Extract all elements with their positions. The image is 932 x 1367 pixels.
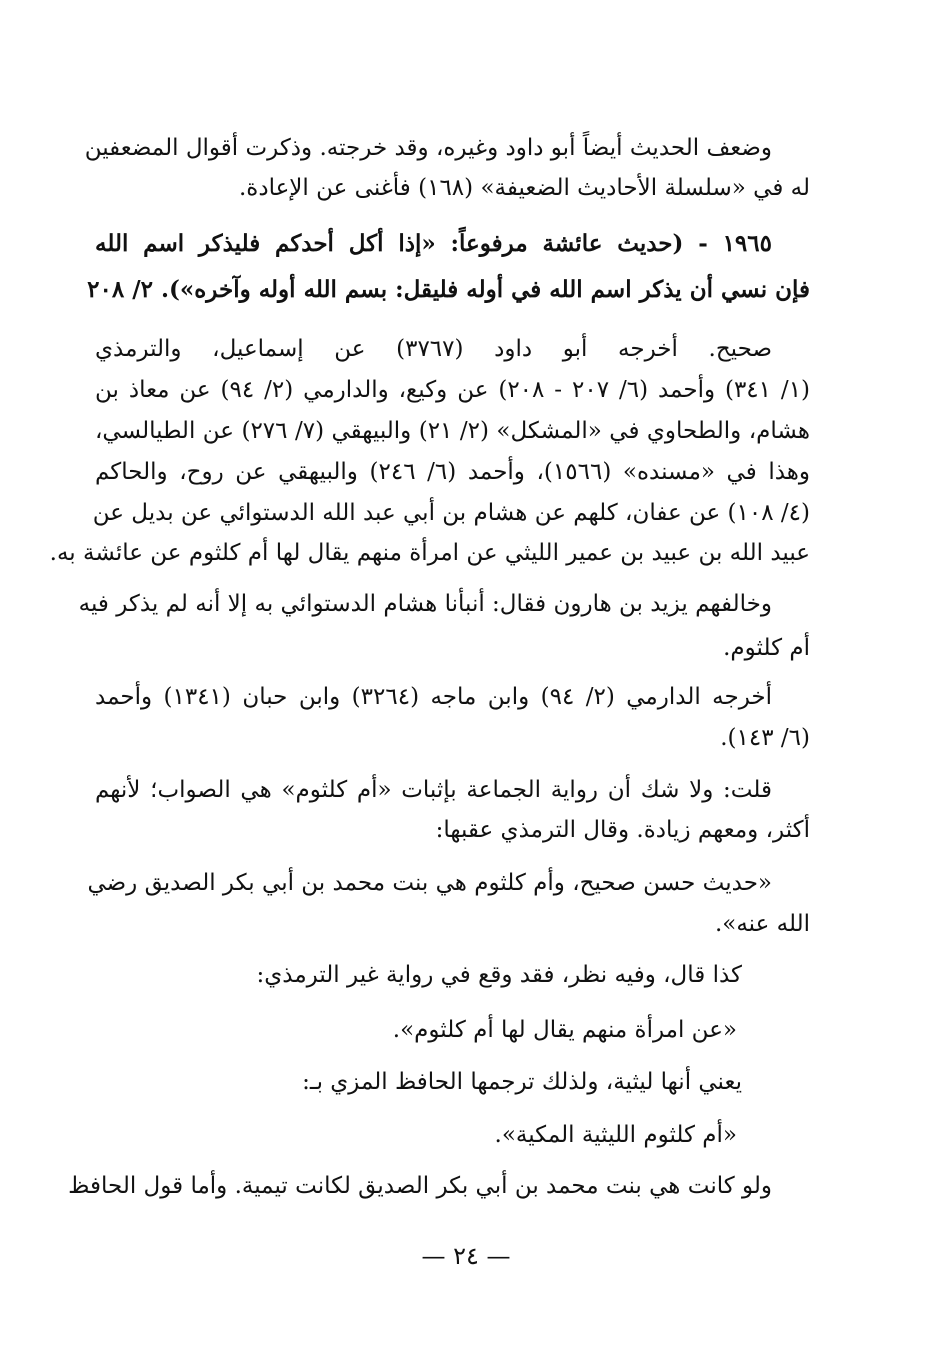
paragraph-3-line-2: (١/ ٣٤١) وأحمد (٦/ ٢٠٧ - ٢٠٨) عن وكيع، والدارمي (٢/ ٩٤) عن معاذ بن (95, 377, 811, 403)
paragraph-12-line-1: ولو كانت هي بنت محمد بن أبي بكر الصديق لكانت تيمية. وأما قول الحافظ (68, 1173, 772, 1199)
paragraph-3-line-6: عبيد الله بن عبيد بن عمير الليثي عن امرأة منهم يقال لها أم كلثوم عن عائشة به. (49, 540, 810, 566)
paragraph-4-line-1: وخالفهم يزيد بن هارون فقال: أنبأنا هشام الدستوائي به إلا أنه لم يذكر فيه (78, 591, 772, 617)
paragraph-7-line-1: «حديث حسن صحيح، وأم كلثوم هي بنت محمد بن أبي بكر الصديق رضي (87, 870, 772, 896)
paragraph-6-line-2: أكثر، ومعهم زيادة. وقال الترمذي عقبها: (435, 817, 810, 843)
paragraph-8: كذا قال، وفيه نظر، فقد وقع في رواية غير الترمذي: (256, 962, 742, 988)
paragraph-6-line-1: قلت: ولا شك أن رواية الجماعة بإثبات «أم كلثوم» هي الصواب؛ لأنهم (95, 777, 772, 803)
hadith-heading-line-1: ١٩٦٥ - (حديث عائشة مرفوعاً: «إذا أكل أحدكم فليذكر اسم الله (95, 230, 772, 257)
page-number: — ٢٤ — (421, 1242, 511, 1270)
paragraph-1-line-1: وضعف الحديث أيضاً أبو داود وغيره، وقد خرجته. وذكرت أقوال المضعفين (84, 135, 772, 161)
paragraph-3-line-3: هشام، والطحاوي في «المشكل» (٢/ ٢١) والبيهقي (٧/ ٢٧٦) عن الطيالسي، (95, 418, 811, 444)
paragraph-5-line-2: (٦/ ١٤٣). (720, 725, 810, 751)
paragraph-3-line-1: صحيح. أخرجه أبو داود (٣٧٦٧) عن إسماعيل، والترمذي (95, 336, 772, 362)
paragraph-7-line-2: الله عنه». (714, 911, 810, 937)
quote-1: «عن امرأة منهم يقال لها أم كلثوم». (392, 1017, 737, 1043)
quote-2: «أم كلثوم الليثية المكية». (494, 1122, 737, 1148)
paragraph-3-line-5: (٤/ ١٠٨) عن عفان، كلهم عن هشام بن أبي عبد الله الدستوائي عن بديل عن (92, 500, 810, 526)
paragraph-1-line-2: له في «سلسلة الأحاديث الضعيفة» (١٦٨) فأغنى عن الإعادة. (238, 175, 810, 201)
hadith-heading-line-2: فإن نسي أن يذكر اسم الله في أوله فليقل: بسم الله أوله وآخره»). ٢/ ٢٠٨ (87, 276, 810, 303)
paragraph-4-line-2: أم كلثوم. (723, 635, 810, 661)
paragraph-10: يعني أنها ليثية، ولذلك ترجمها الحافظ المزي بـ: (302, 1069, 742, 1095)
paragraph-3-line-4: وهذا في «مسنده» (١٥٦٦)، وأحمد (٦/ ٢٤٦) والبيهقي عن روح، والحاكم (95, 459, 811, 485)
paragraph-5-line-1: أخرجه الدارمي (٢/ ٩٤) وابن ماجه (٣٢٦٤) وابن حبان (١٣٤١) وأحمد (95, 684, 773, 710)
